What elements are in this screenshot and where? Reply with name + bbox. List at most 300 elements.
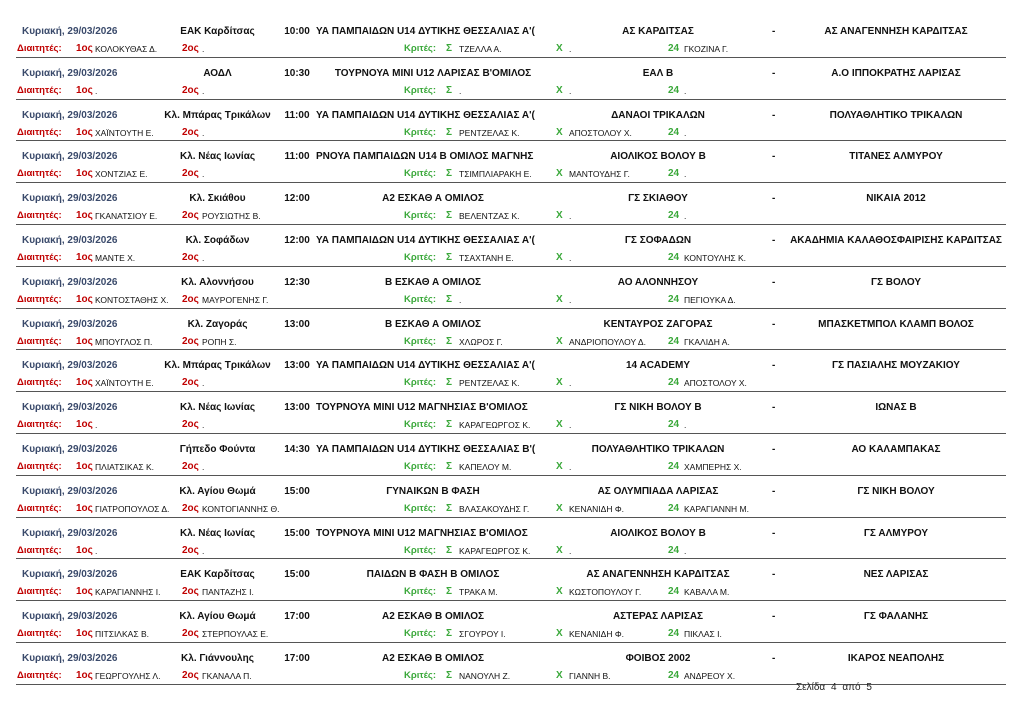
match-info-row	[0, 66, 1024, 82]
first-referee-label: 1ος	[76, 43, 93, 54]
second-referee-label: 2ος	[182, 126, 199, 138]
first-referee-label: 1ος	[76, 251, 93, 263]
match-venue: ΕΑΚ Καρδίτσας	[180, 569, 255, 581]
officials-row	[0, 125, 1024, 141]
match-entry	[0, 100, 1024, 142]
timer-name: ΜΑΝΤΟΥΔΗΣ Γ.	[569, 169, 630, 180]
match-info-row	[0, 191, 1024, 207]
second-referee-label: 2ος	[182, 43, 199, 54]
scorer-label: Σ	[446, 84, 453, 96]
scorer-name: ΚΑΠΕΛΟΥ Μ.	[459, 461, 512, 472]
match-venue: Κλ. Αλοννήσου	[181, 276, 254, 288]
match-venue: Κλ. Μπάρας Τρικάλων	[164, 360, 271, 372]
shotclock-label: 24	[668, 586, 680, 598]
match-competition: Α2 ΕΣΚΑΘ Α ΟΜΙΛΟΣ	[382, 193, 484, 205]
scorer-label: Σ	[446, 586, 453, 598]
shotclock-label: 24	[668, 628, 680, 640]
vs-dash: -	[772, 652, 776, 664]
scorer-label: Σ	[446, 377, 453, 389]
match-entry	[0, 350, 1024, 392]
second-referee-label: 2ος	[182, 628, 199, 640]
match-entry	[0, 559, 1024, 601]
judges-label: Κριτές:	[404, 460, 437, 472]
away-team: Α.Ο ΙΠΠΟΚΡΑΤΗΣ ΛΑΡΙΣΑΣ	[831, 67, 961, 79]
match-time: 11:00	[284, 151, 310, 163]
home-team: ΔΑΝΑΟΙ ΤΡΙΚΑΛΩΝ	[611, 109, 705, 121]
scorer-name: ΒΕΛΕΝΤΖΑΣ Κ.	[459, 211, 520, 222]
match-competition: Β ΕΣΚΑΘ Α ΟΜΙΛΟΣ	[384, 318, 482, 330]
timer-label: Χ	[556, 669, 563, 681]
vs-dash: -	[772, 276, 776, 288]
referees-label: Διαιτητές:	[17, 43, 62, 54]
home-team: ΑΣΤΕΡΑΣ ΛΑΡΙΣΑΣ	[612, 611, 704, 623]
shotclock-operator: .	[684, 127, 687, 138]
shotclock-label: 24	[668, 293, 680, 305]
officials-row	[0, 83, 1024, 99]
vs-dash: -	[772, 109, 776, 121]
shotclock-label: 24	[668, 84, 680, 96]
home-team: 14 ACADEMY	[625, 360, 691, 372]
match-venue: Κλ. Ζαγοράς	[187, 318, 248, 330]
match-time: 17:00	[284, 611, 310, 623]
officials-row	[0, 166, 1024, 182]
shotclock-label: 24	[668, 335, 680, 347]
judges-label: Κριτές:	[404, 168, 437, 180]
match-competition: ΥΑ ΠΑΜΠΑΙΔΩΝ U14 ΔΥΤΙΚΗΣ ΘΕΣΣΑΛΙΑΣ Α'(	[316, 26, 535, 37]
timer-name: .	[569, 85, 572, 96]
referees-label: Διαιτητές:	[17, 251, 62, 263]
match-time: 12:00	[284, 193, 310, 205]
first-referee: ΜΠΟΥΓΛΟΣ Π.	[95, 336, 153, 347]
page-number: 4	[831, 682, 837, 693]
referees-label: Διαιτητές:	[17, 419, 62, 431]
shotclock-label: 24	[668, 210, 680, 222]
match-competition: ΤΟΥΡΝΟΥΑ MINI U12 ΛΑΡΙΣΑΣ Β'ΟΜΙΛΟΣ	[334, 67, 532, 79]
second-referee: .	[202, 461, 205, 472]
timer-name: ΓΙΑΝΝΗ Β.	[569, 670, 611, 681]
scorer-label: Σ	[446, 43, 453, 54]
vs-dash: -	[772, 234, 776, 246]
home-team: ΦΟΙΒΟΣ 2002	[625, 652, 691, 664]
match-info-row	[0, 651, 1024, 667]
first-referee-label: 1ος	[76, 669, 93, 681]
match-entry	[0, 16, 1024, 58]
match-venue: Κλ. Σοφάδων	[185, 234, 250, 246]
page-total: 5	[866, 682, 872, 693]
officials-row	[0, 543, 1024, 559]
timer-label: Χ	[556, 43, 563, 54]
first-referee: ΧΑΪΝΤΟΥΤΗ Ε.	[95, 378, 154, 389]
away-team: ΑΣ ΑΝΑΓΕΝΝΗΣΗ ΚΑΡΔΙΤΣΑΣ	[824, 26, 968, 37]
shotclock-operator: ΚΟΝΤΟΥΛΗΣ Κ.	[684, 252, 747, 263]
second-referee-label: 2ος	[182, 377, 199, 389]
scorer-name: ΤΖΕΛΛΑ Α.	[459, 44, 502, 54]
match-competition: ΤΟΥΡΝΟΥΑ MINI U12 ΜΑΓΝΗΣΙΑΣ Β'ΟΜΙΛΟΣ	[316, 527, 528, 539]
judges-label: Κριτές:	[404, 502, 437, 514]
page-footer	[796, 682, 875, 693]
judges-label: Κριτές:	[404, 84, 437, 96]
page-word: Σελίδα	[796, 682, 826, 693]
match-entry	[0, 267, 1024, 309]
first-referee-label: 1ος	[76, 293, 93, 305]
match-date: Κυριακή, 29/03/2026	[22, 527, 118, 539]
judges-label: Κριτές:	[404, 586, 437, 598]
match-entry	[0, 476, 1024, 518]
judges-label: Κριτές:	[404, 210, 437, 222]
match-time: 15:00	[284, 527, 310, 539]
match-time: 12:30	[284, 276, 310, 288]
vs-dash: -	[772, 569, 776, 581]
shotclock-operator: ΓΚΑΛΙΔΗ Α.	[684, 336, 730, 347]
shotclock-label: 24	[668, 502, 680, 514]
first-referee: ΚΟΛΟΚΥΘΑΣ Δ.	[95, 44, 158, 54]
second-referee-label: 2ος	[182, 460, 199, 472]
match-info-row	[0, 24, 1024, 40]
timer-label: Χ	[556, 168, 563, 180]
match-time: 10:30	[284, 67, 310, 79]
away-team: ΙΚΑΡΟΣ ΝΕΑΠΟΛΗΣ	[847, 652, 945, 664]
match-competition: ΡΝΟΥΑ ΠΑΜΠΑΙΔΩΝ U14 Β ΟΜΙΛΟΣ ΜΑΓΝΗΣ	[316, 151, 534, 163]
first-referee-label: 1ος	[76, 460, 93, 472]
second-referee: ΡΟΠΗ Σ.	[202, 336, 237, 347]
scorer-name: .	[459, 294, 462, 305]
first-referee-label: 1ος	[76, 84, 93, 96]
second-referee-label: 2ος	[182, 544, 199, 556]
officials-row	[0, 292, 1024, 308]
first-referee: ΧΟΝΤΖΙΑΣ Ε.	[95, 169, 148, 180]
scorer-label: Σ	[446, 669, 453, 681]
second-referee: ΜΑΥΡΟΓΕΝΗΣ Γ.	[202, 294, 269, 305]
vs-dash: -	[772, 318, 776, 330]
shotclock-label: 24	[668, 377, 680, 389]
match-date: Κυριακή, 29/03/2026	[22, 318, 118, 330]
officials-row	[0, 41, 1024, 57]
match-info-row	[0, 317, 1024, 333]
scorer-name: ΣΓΟΥΡΟΥ Ι.	[459, 629, 506, 640]
referees-label: Διαιτητές:	[17, 586, 62, 598]
match-time: 17:00	[284, 652, 310, 664]
timer-name: .	[569, 211, 572, 222]
home-team: ΓΣ ΝΙΚΗ ΒΟΛΟΥ Β	[614, 402, 702, 414]
second-referee: .	[202, 127, 205, 138]
judges-label: Κριτές:	[404, 377, 437, 389]
match-venue: Κλ. Νέας Ιωνίας	[179, 527, 256, 539]
judges-label: Κριτές:	[404, 669, 437, 681]
timer-label: Χ	[556, 419, 563, 431]
shotclock-label: 24	[668, 251, 680, 263]
shotclock-operator: .	[684, 169, 687, 180]
first-referee: ΚΟΝΤΟΣΤΑΘΗΣ Χ.	[95, 294, 169, 305]
match-competition: ΥΑ ΠΑΜΠΑΙΔΩΝ U14 ΔΥΤΙΚΗΣ ΘΕΣΣΑΛΙΑΣ Β'(	[316, 443, 536, 455]
scorer-name: ΝΑΝΟΥΛΗ Ζ.	[459, 670, 511, 681]
match-info-row	[0, 108, 1024, 124]
match-date: Κυριακή, 29/03/2026	[22, 402, 118, 414]
referees-label: Διαιτητές:	[17, 126, 62, 138]
first-referee: ΜΑΝΤΕ Χ.	[95, 252, 136, 263]
home-team: ΓΣ ΣΚΙΑΘΟΥ	[628, 193, 688, 205]
match-time: 13:00	[284, 318, 310, 330]
vs-dash: -	[772, 26, 776, 37]
away-team: ΠΟΛΥΑΘΛΗΤΙΚΟ ΤΡΙΚΑΛΩΝ	[829, 109, 963, 121]
timer-name: ΑΝΔΡΙΟΠΟΥΛΟΥ Δ.	[569, 336, 646, 347]
match-time: 15:00	[284, 485, 310, 497]
timer-label: Χ	[556, 210, 563, 222]
away-team: ΙΩΝΑΣ Β	[875, 402, 917, 414]
second-referee: ΡΟΥΣΙΩΤΗΣ Β.	[202, 211, 261, 222]
shotclock-operator: ΠΙΚΛΑΣ Ι.	[684, 629, 722, 640]
second-referee-label: 2ος	[182, 168, 199, 180]
match-date: Κυριακή, 29/03/2026	[22, 569, 118, 581]
scorer-label: Σ	[446, 335, 453, 347]
timer-name: .	[569, 294, 572, 305]
match-info-row	[0, 275, 1024, 291]
away-team: ΓΣ ΠΑΣΙΑΛΗΣ ΜΟΥΖΑΚΙΟΥ	[832, 360, 960, 372]
scorer-label: Σ	[446, 126, 453, 138]
first-referee: ΠΛΙΑΤΣΙΚΑΣ Κ.	[95, 461, 155, 472]
match-entry	[0, 434, 1024, 476]
match-date: Κυριακή, 29/03/2026	[22, 360, 118, 372]
timer-name: ΑΠΟΣΤΟΛΟΥ Χ.	[569, 127, 632, 138]
second-referee-label: 2ος	[182, 502, 199, 514]
timer-name: .	[569, 461, 572, 472]
match-date: Κυριακή, 29/03/2026	[22, 193, 118, 205]
shotclock-label: 24	[668, 419, 680, 431]
match-venue: Κλ. Νέας Ιωνίας	[179, 151, 256, 163]
home-team: ΕΑΛ Β	[642, 67, 674, 79]
scorer-name: ΚΑΡΑΓΕΩΡΓΟΣ Κ.	[459, 545, 531, 556]
officials-row	[0, 584, 1024, 600]
officials-row	[0, 208, 1024, 224]
of-word: από	[842, 682, 861, 693]
referees-label: Διαιτητές:	[17, 460, 62, 472]
referees-label: Διαιτητές:	[17, 628, 62, 640]
vs-dash: -	[772, 611, 776, 623]
match-entry	[0, 518, 1024, 560]
match-competition: Α2 ΕΣΚΑΘ Β ΟΜΙΛΟΣ	[381, 652, 485, 664]
scorer-label: Σ	[446, 460, 453, 472]
shotclock-operator: ΑΠΟΣΤΟΛΟΥ Χ.	[684, 378, 747, 389]
shotclock-operator: ΓΚΟΖΙΝΑ Γ.	[684, 44, 729, 54]
away-team: ΑΚΑΔΗΜΙΑ ΚΑΛΑΘΟΣΦΑΙΡΙΣΗΣ ΚΑΡΔΙΤΣΑΣ	[790, 234, 1002, 246]
away-team: ΓΣ ΑΛΜΥΡΟΥ	[863, 527, 929, 539]
match-time: 14:30	[284, 443, 310, 455]
judges-label: Κριτές:	[404, 43, 437, 54]
match-venue: Κλ. Αγίου Θωμά	[179, 485, 256, 497]
officials-row	[0, 250, 1024, 266]
match-info-row	[0, 233, 1024, 249]
shotclock-label: 24	[668, 126, 680, 138]
second-referee-label: 2ος	[182, 251, 199, 263]
officials-row	[0, 459, 1024, 475]
match-entry	[0, 392, 1024, 434]
referees-label: Διαιτητές:	[17, 377, 62, 389]
timer-name: ΚΩΣΤΟΠΟΥΛΟΥ Γ.	[569, 587, 642, 598]
match-info-row	[0, 526, 1024, 542]
match-entry	[0, 225, 1024, 267]
vs-dash: -	[772, 527, 776, 539]
home-team: ΑΙΟΛΙΚΟΣ ΒΟΛΟΥ Β	[610, 151, 706, 163]
away-team: ΤΙΤΑΝΕΣ ΑΛΜΥΡΟΥ	[849, 151, 943, 163]
second-referee-label: 2ος	[182, 293, 199, 305]
judges-label: Κριτές:	[404, 335, 437, 347]
vs-dash: -	[772, 485, 776, 497]
match-venue: Γήπεδο Φούντα	[179, 443, 256, 455]
first-referee: .	[95, 85, 98, 96]
match-info-row	[0, 149, 1024, 165]
match-info-row	[0, 358, 1024, 374]
second-referee: ΓΚΑΝΑΛΑ Π.	[202, 670, 252, 681]
timer-label: Χ	[556, 502, 563, 514]
match-time: 12:00	[284, 234, 310, 246]
timer-name: .	[569, 378, 572, 389]
match-info-row	[0, 484, 1024, 500]
match-venue: Κλ. Αγίου Θωμά	[179, 611, 256, 623]
referees-label: Διαιτητές:	[17, 168, 62, 180]
shotclock-operator: .	[684, 85, 687, 96]
scorer-name: ΧΛΩΡΟΣ Γ.	[459, 336, 503, 347]
match-date: Κυριακή, 29/03/2026	[22, 26, 118, 37]
shotclock-operator: ΧΑΜΠΕΡΗΣ Χ.	[684, 461, 742, 472]
officials-row	[0, 626, 1024, 642]
away-team: ΝΕΣ ΛΑΡΙΣΑΣ	[863, 569, 929, 581]
scorer-name: ΤΡΑΚΑ Μ.	[459, 587, 498, 598]
shotclock-label: 24	[668, 544, 680, 556]
shotclock-label: 24	[668, 43, 680, 54]
first-referee-label: 1ος	[76, 335, 93, 347]
timer-label: Χ	[556, 84, 563, 96]
scorer-label: Σ	[446, 293, 453, 305]
vs-dash: -	[772, 67, 776, 79]
second-referee-label: 2ος	[182, 669, 199, 681]
second-referee: .	[202, 169, 205, 180]
match-time: 10:00	[284, 26, 310, 37]
timer-name: .	[569, 252, 572, 263]
second-referee: .	[202, 545, 205, 556]
judges-label: Κριτές:	[404, 628, 437, 640]
referees-label: Διαιτητές:	[17, 502, 62, 514]
timer-name: .	[569, 420, 572, 431]
timer-label: Χ	[556, 251, 563, 263]
match-date: Κυριακή, 29/03/2026	[22, 276, 118, 288]
second-referee-label: 2ος	[182, 419, 199, 431]
home-team: ΑΣ ΟΛΥΜΠΙΑΔΑ ΛΑΡΙΣΑΣ	[597, 485, 719, 497]
officials-row	[0, 334, 1024, 350]
shotclock-operator: ΚΑΡΑΓΙΑΝΝΗ Μ.	[684, 503, 749, 514]
match-info-row	[0, 400, 1024, 416]
away-team: ΓΣ ΦΑΛΑΝΗΣ	[863, 611, 929, 623]
judges-label: Κριτές:	[404, 251, 437, 263]
home-team: ΑΟ ΑΛΟΝΝΗΣΟΥ	[617, 276, 699, 288]
match-date: Κυριακή, 29/03/2026	[22, 443, 118, 455]
referees-label: Διαιτητές:	[17, 210, 62, 222]
match-venue: Κλ. Νέας Ιωνίας	[179, 402, 256, 414]
away-team: ΑΟ ΚΑΛΑΜΠΑΚΑΣ	[851, 443, 941, 455]
home-team: ΓΣ ΣΟΦΑΔΩΝ	[624, 234, 692, 246]
away-team: ΝΙΚΑΙΑ 2012	[866, 193, 926, 205]
timer-label: Χ	[556, 293, 563, 305]
match-date: Κυριακή, 29/03/2026	[22, 109, 118, 121]
officials-row	[0, 375, 1024, 391]
judges-label: Κριτές:	[404, 126, 437, 138]
timer-label: Χ	[556, 586, 563, 598]
match-competition: ΥΑ ΠΑΜΠΑΙΔΩΝ U14 ΔΥΤΙΚΗΣ ΘΕΣΣΑΛΙΑΣ Α'(	[316, 109, 535, 121]
home-team: ΚΕΝΤΑΥΡΟΣ ΖΑΓΟΡΑΣ	[603, 318, 713, 330]
scorer-name: ΤΣΑΧΤΑΝΗ Ε.	[459, 252, 514, 263]
match-date: Κυριακή, 29/03/2026	[22, 611, 118, 623]
scorer-name: ΚΑΡΑΓΕΩΡΓΟΣ Κ.	[459, 420, 531, 431]
vs-dash: -	[772, 443, 776, 455]
scorer-name: .	[459, 85, 462, 96]
first-referee-label: 1ος	[76, 628, 93, 640]
scorer-label: Σ	[446, 168, 453, 180]
home-team: ΠΟΛΥΑΘΛΗΤΙΚΟ ΤΡΙΚΑΛΩΝ	[591, 443, 725, 455]
timer-name: .	[569, 545, 572, 556]
timer-name: .	[569, 44, 572, 54]
timer-label: Χ	[556, 335, 563, 347]
match-entry	[0, 58, 1024, 100]
match-time: 13:00	[284, 402, 310, 414]
first-referee: ΧΑΪΝΤΟΥΤΗ Ε.	[95, 127, 154, 138]
shotclock-operator: .	[684, 545, 687, 556]
timer-label: Χ	[556, 544, 563, 556]
scorer-label: Σ	[446, 502, 453, 514]
referees-label: Διαιτητές:	[17, 293, 62, 305]
match-competition: Β ΕΣΚΑΘ Α ΟΜΙΛΟΣ	[384, 276, 482, 288]
second-referee-label: 2ος	[182, 210, 199, 222]
judges-label: Κριτές:	[404, 544, 437, 556]
vs-dash: -	[772, 193, 776, 205]
match-date: Κυριακή, 29/03/2026	[22, 67, 118, 79]
timer-name: ΚΕΝΑΝΙΔΗ Φ.	[569, 503, 624, 514]
second-referee-label: 2ος	[182, 586, 199, 598]
match-entry	[0, 601, 1024, 643]
match-competition: ΠΑΙΔΩΝ Β ΦΑΣΗ Β ΟΜΙΛΟΣ	[366, 569, 500, 581]
home-team: ΑΣ ΑΝΑΓΕΝΝΗΣΗ ΚΑΡΔΙΤΣΑΣ	[586, 569, 730, 581]
first-referee-label: 1ος	[76, 377, 93, 389]
first-referee-label: 1ος	[76, 210, 93, 222]
first-referee-label: 1ος	[76, 168, 93, 180]
shotclock-label: 24	[668, 460, 680, 472]
first-referee: .	[95, 420, 98, 431]
second-referee: .	[202, 252, 205, 263]
timer-label: Χ	[556, 126, 563, 138]
vs-dash: -	[772, 151, 776, 163]
vs-dash: -	[772, 360, 776, 372]
match-list	[0, 16, 1024, 685]
shotclock-operator: ΑΝΔΡΕΟΥ Χ.	[684, 670, 736, 681]
match-venue: ΑΟΔΛ	[203, 67, 232, 79]
match-venue: Κλ. Σκιάθου	[189, 193, 246, 205]
second-referee: .	[202, 85, 205, 96]
second-referee: ΣΤΕΡΠΟΥΛΑΣ Ε.	[202, 629, 269, 640]
first-referee: ΓΕΩΡΓΟΥΛΗΣ Λ.	[95, 670, 161, 681]
shotclock-operator: ΚΑΒΑΛΑ Μ.	[684, 587, 730, 598]
shotclock-label: 24	[668, 669, 680, 681]
first-referee-label: 1ος	[76, 502, 93, 514]
officials-row	[0, 501, 1024, 517]
match-info-row	[0, 567, 1024, 583]
second-referee: ΚΟΝΤΟΓΙΑΝΝΗΣ Θ.	[202, 503, 280, 514]
referees-label: Διαιτητές:	[17, 84, 62, 96]
scorer-name: ΒΛΑΣΑΚΟΥΔΗΣ Γ.	[459, 503, 530, 514]
match-entry	[0, 141, 1024, 183]
match-competition: ΤΟΥΡΝΟΥΑ MINI U12 ΜΑΓΝΗΣΙΑΣ Β'ΟΜΙΛΟΣ	[316, 402, 528, 414]
scorer-label: Σ	[446, 544, 453, 556]
second-referee-label: 2ος	[182, 84, 199, 96]
scorer-label: Σ	[446, 210, 453, 222]
scorer-label: Σ	[446, 419, 453, 431]
scorer-name: ΡΕΝΤΖΕΛΑΣ Κ.	[459, 378, 520, 389]
